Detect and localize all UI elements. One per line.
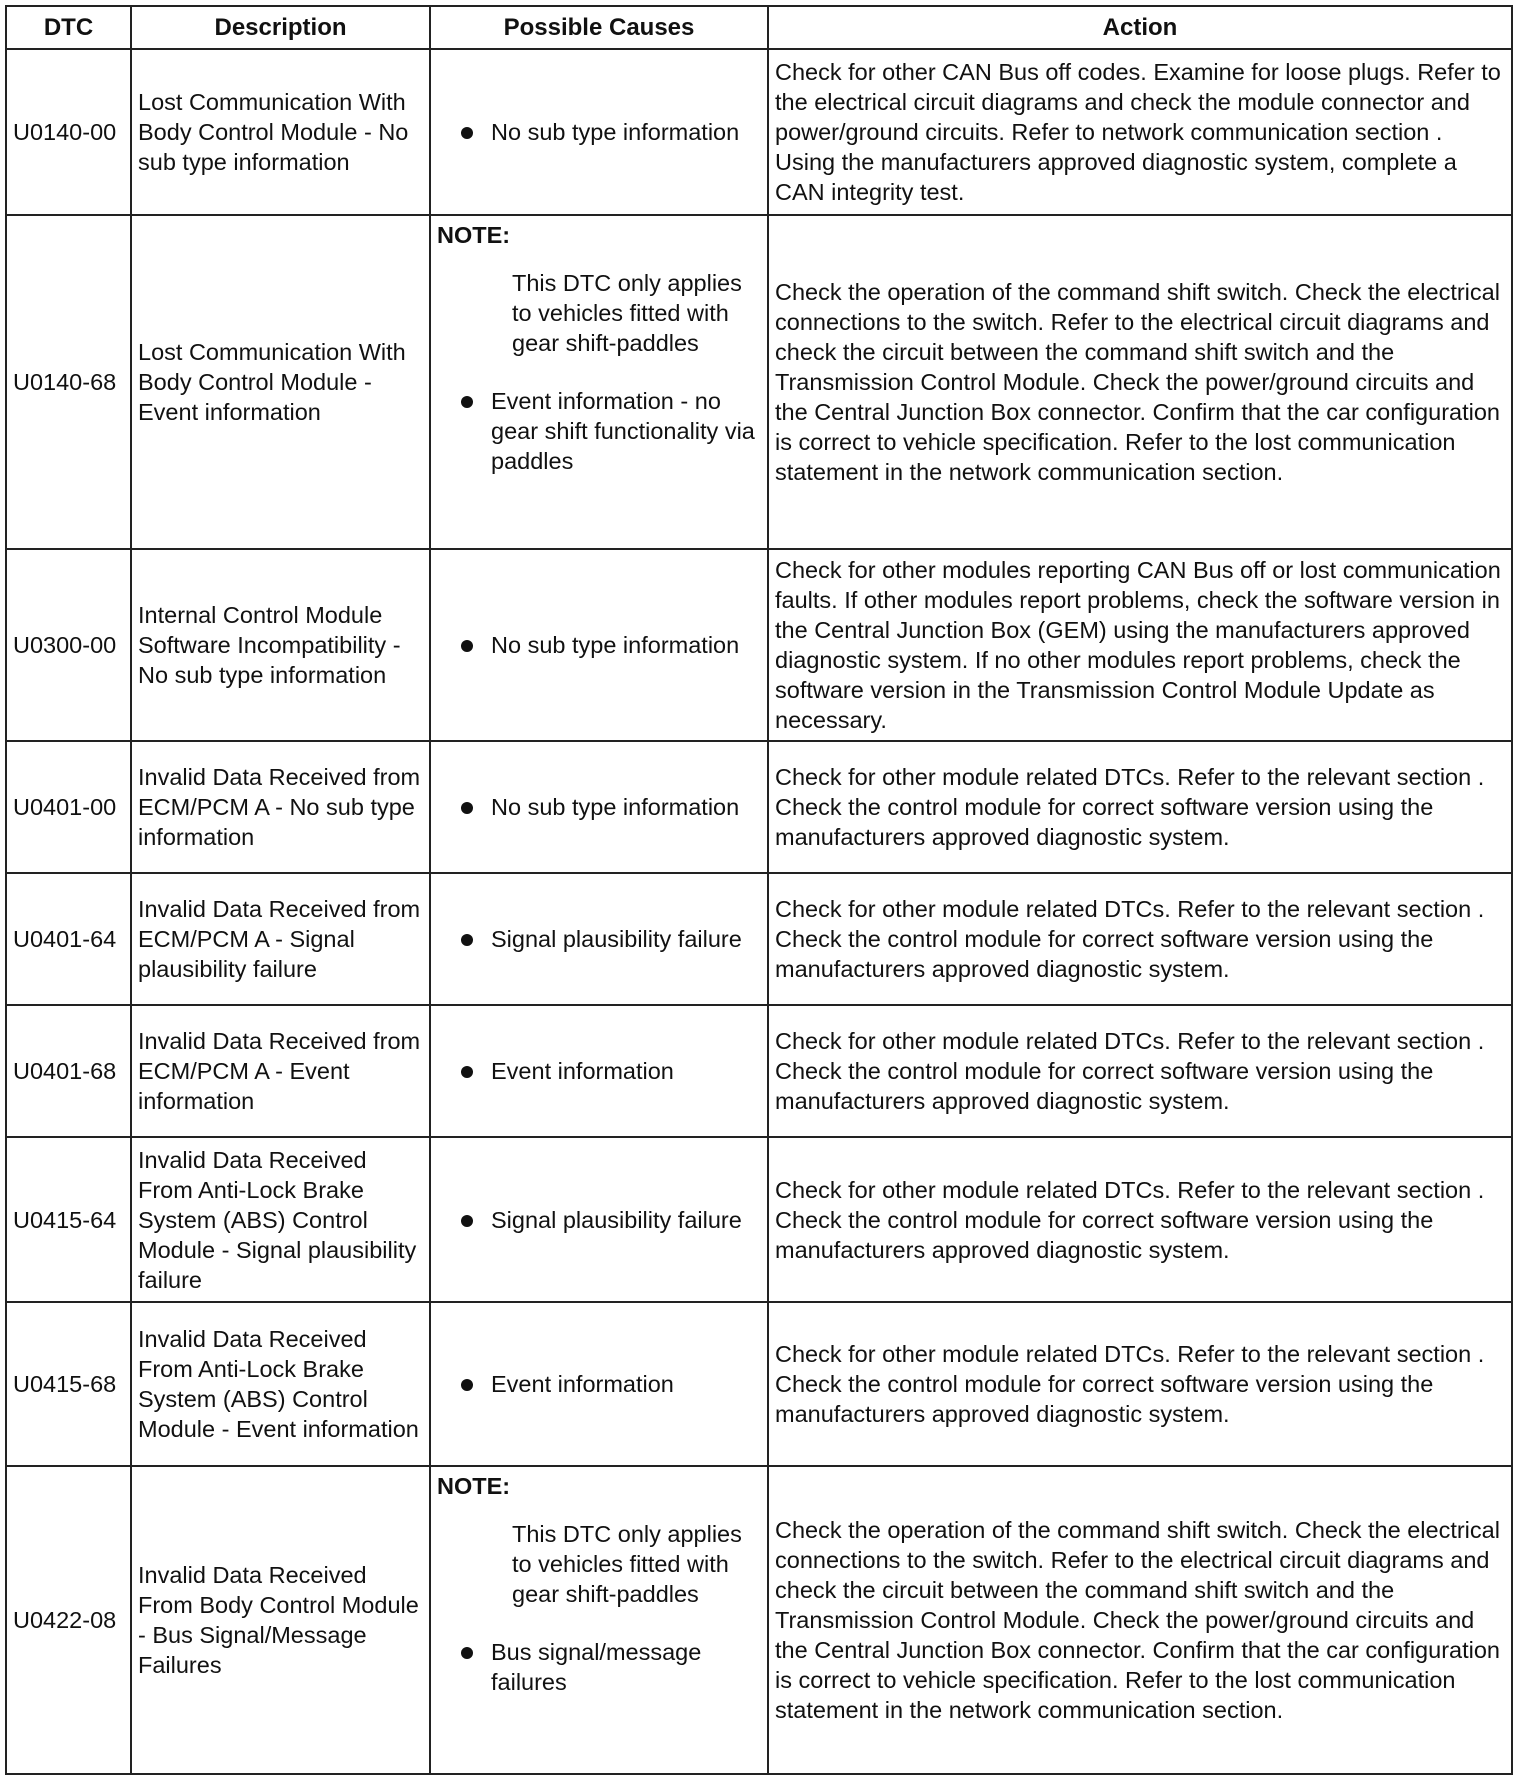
- possible-causes-cell: [430, 549, 768, 741]
- list-item: [437, 386, 761, 476]
- header-dtc: DTC: [6, 6, 131, 49]
- dtc-code: U0401-64: [6, 873, 131, 1005]
- header-possible-causes: Possible Causes: [430, 6, 768, 49]
- list-item: [437, 117, 761, 147]
- possible-causes-cell: [430, 1302, 768, 1466]
- causes-list: [437, 1056, 761, 1086]
- cause-text: Signal plausibility failure: [491, 1206, 742, 1233]
- bullet-icon: [461, 127, 473, 139]
- list-item: [437, 630, 761, 660]
- possible-causes-cell: [430, 1005, 768, 1137]
- note-label: NOTE:: [437, 1473, 511, 1499]
- dtc-description: Lost Communication With Body Control Module - No sub type information: [131, 49, 430, 215]
- causes-list: [437, 1369, 761, 1399]
- dtc-description: Invalid Data Received from ECM/PCM A - Signal plausibility failure: [131, 873, 430, 1005]
- possible-causes-cell: [430, 1466, 768, 1774]
- table-row: [6, 1005, 1512, 1137]
- note-text: This DTC only applies to vehicles fitted with gear shift-paddles: [512, 1521, 742, 1607]
- table-row: [6, 873, 1512, 1005]
- cause-text: No sub type information: [491, 119, 740, 145]
- table-row: [6, 49, 1512, 215]
- dtc-code: U0140-68: [6, 215, 131, 549]
- note-label: NOTE:: [437, 222, 511, 248]
- list-item: [437, 792, 761, 822]
- action-text: Check the operation of the command shift switch. Check the electrical connections to the switch. Refer to the electrical circuit diagrams and check the circuit between the command shift switch and the Transmission Control Module. Check the power/ground circuits and the Central Junction Box connector. Confirm that the car configuration is correct to vehicle specification. Refer to the lost communication statement in the network communication section.: [768, 215, 1512, 549]
- table-row: [6, 1466, 1512, 1774]
- header-action: Action: [768, 6, 1512, 49]
- dtc-description: Invalid Data Received from ECM/PCM A - Event information: [131, 1005, 430, 1137]
- cause-text: Event information: [491, 1371, 674, 1397]
- list-item: [437, 1369, 761, 1399]
- table-row: [6, 215, 1512, 549]
- dtc-code: U0401-00: [6, 741, 131, 873]
- causes-list: [437, 792, 761, 822]
- action-text: Check for other module related DTCs. Refer to the relevant section . Check the control module for correct software version using the manufacturers approved diagnostic system.: [768, 873, 1512, 1005]
- action-text: Check for other modules reporting CAN Bus off or lost communication faults. If other modules report problems, check the software version in the Central Junction Box (GEM) using the manufacturers approved diagnostic system. If no other modules report problems, check the software version in the Transmission Control Module Update as necessary.: [768, 549, 1512, 741]
- list-item: [437, 1637, 761, 1697]
- possible-causes-cell: [430, 49, 768, 215]
- header-description: Description: [131, 6, 430, 49]
- possible-causes-cell: [430, 741, 768, 873]
- action-text: Check for other module related DTCs. Refer to the relevant section . Check the control module for correct software version using the manufacturers approved diagnostic system.: [768, 1137, 1512, 1302]
- cause-text: No sub type information: [491, 794, 740, 820]
- dtc-code: U0401-68: [6, 1005, 131, 1137]
- action-text: Check for other module related DTCs. Refer to the relevant section . Check the control module for correct software version using the manufacturers approved diagnostic system.: [768, 741, 1512, 873]
- dtc-description: Invalid Data Received From Body Control Module - Bus Signal/Message Failures: [131, 1466, 430, 1774]
- dtc-description: Lost Communication With Body Control Module - Event information: [131, 215, 430, 549]
- action-text: Check for other module related DTCs. Refer to the relevant section . Check the control module for correct software version using the manufacturers approved diagnostic system.: [768, 1302, 1512, 1466]
- dtc-description: Invalid Data Received From Anti-Lock Brake System (ABS) Control Module - Signal plausibility failure: [131, 1137, 430, 1302]
- table-row: [6, 549, 1512, 741]
- dtc-table: [5, 5, 1513, 1775]
- possible-causes-cell: [430, 215, 768, 549]
- cause-text: Event information - no gear shift functionality via paddles: [491, 388, 755, 474]
- causes-list: [437, 1637, 761, 1697]
- list-item: [437, 1205, 761, 1235]
- action-text: Check for other CAN Bus off codes. Examine for loose plugs. Refer to the electrical circuit diagrams and check the module connector and power/ground circuits. Refer to network communication section . Using the manufacturers approved diagnostic system, complete a CAN integrity test.: [768, 49, 1512, 215]
- table-row: [6, 1137, 1512, 1302]
- list-item: [437, 924, 761, 954]
- dtc-code: U0422-08: [6, 1466, 131, 1774]
- possible-causes-cell: [430, 873, 768, 1005]
- dtc-description: Invalid Data Received From Anti-Lock Brake System (ABS) Control Module - Event information: [131, 1302, 430, 1466]
- causes-list: [437, 386, 761, 476]
- causes-list: [437, 630, 761, 660]
- table-row: [6, 741, 1512, 873]
- action-text: Check the operation of the command shift switch. Check the electrical connections to the switch. Refer to the electrical circuit diagrams and check the circuit between the command shift switch and the Transmission Control Module. Check the power/ground circuits and the Central Junction Box connector. Confirm that the car configuration is correct to vehicle specification. Refer to the lost communication statement in the network communication section.: [768, 1466, 1512, 1774]
- dtc-code: U0300-00: [6, 549, 131, 741]
- action-text: Check for other module related DTCs. Refer to the relevant section . Check the control module for correct software version using the manufacturers approved diagnostic system.: [768, 1005, 1512, 1137]
- cause-text: Signal plausibility failure: [491, 926, 742, 952]
- causes-list: [437, 117, 761, 147]
- bullet-icon: [461, 1647, 473, 1659]
- cause-text: Bus signal/message failures: [491, 1639, 702, 1695]
- bullet-icon: [461, 934, 473, 946]
- dtc-code: U0415-64: [6, 1137, 131, 1302]
- dtc-code: U0415-68: [6, 1302, 131, 1466]
- dtc-code: U0140-00: [6, 49, 131, 215]
- cause-text: No sub type information: [491, 632, 740, 658]
- bullet-icon: [461, 396, 473, 408]
- header-row: [6, 6, 1512, 49]
- table-row: [6, 1302, 1512, 1466]
- causes-list: [437, 924, 761, 954]
- causes-list: [437, 1205, 761, 1235]
- note-text: This DTC only applies to vehicles fitted with gear shift-paddles: [512, 270, 742, 356]
- bullet-icon: [461, 1066, 473, 1078]
- bullet-icon: [461, 640, 473, 652]
- list-item: [437, 1056, 761, 1086]
- bullet-icon: [461, 1215, 473, 1227]
- bullet-icon: [461, 1379, 473, 1391]
- dtc-description: Internal Control Module Software Incompatibility - No sub type information: [131, 549, 430, 741]
- dtc-description: Invalid Data Received from ECM/PCM A - No sub type information: [131, 741, 430, 873]
- cause-text: Event information: [491, 1058, 674, 1084]
- bullet-icon: [461, 802, 473, 814]
- possible-causes-cell: [430, 1137, 768, 1302]
